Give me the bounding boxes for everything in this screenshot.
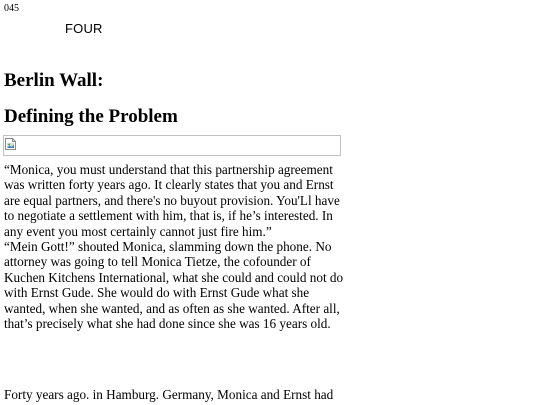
body-paragraph-1: “Monica, you must understand that this partnership agreement was written forty years ago. It clearly states that you and Ernst are equal partners, and there's no buyout provision. You'Ll have to negotiate a settlement with him, that is, if he’s interested. In any event you most certainly cannot just fire him.”: [4, 162, 340, 239]
body-paragraph-2: “Mein Gott!” shouted Monica, slamming down the phone. No attorney was going to tell Monica Tietze, the cofounder of Kuchen Kitchens International, what she could and could not do with Ernst Gude. She would do with Ernst Gude what she wanted, when she wanted, and as often as she wanted. After all, that’s precisely what she had done since she was 16 years old.: [4, 239, 344, 332]
image-placeholder: [3, 135, 341, 156]
broken-image-icon: [5, 137, 16, 149]
page-number: 045: [4, 3, 19, 14]
chapter-title-line-2: Defining the Problem: [4, 106, 178, 127]
chapter-title-line-1: Berlin Wall:: [4, 70, 104, 91]
chapter-number: FOUR: [65, 21, 103, 36]
body-paragraph-3: Forty years ago. in Hamburg. Germany, Monica and Ernst had: [4, 387, 334, 402]
